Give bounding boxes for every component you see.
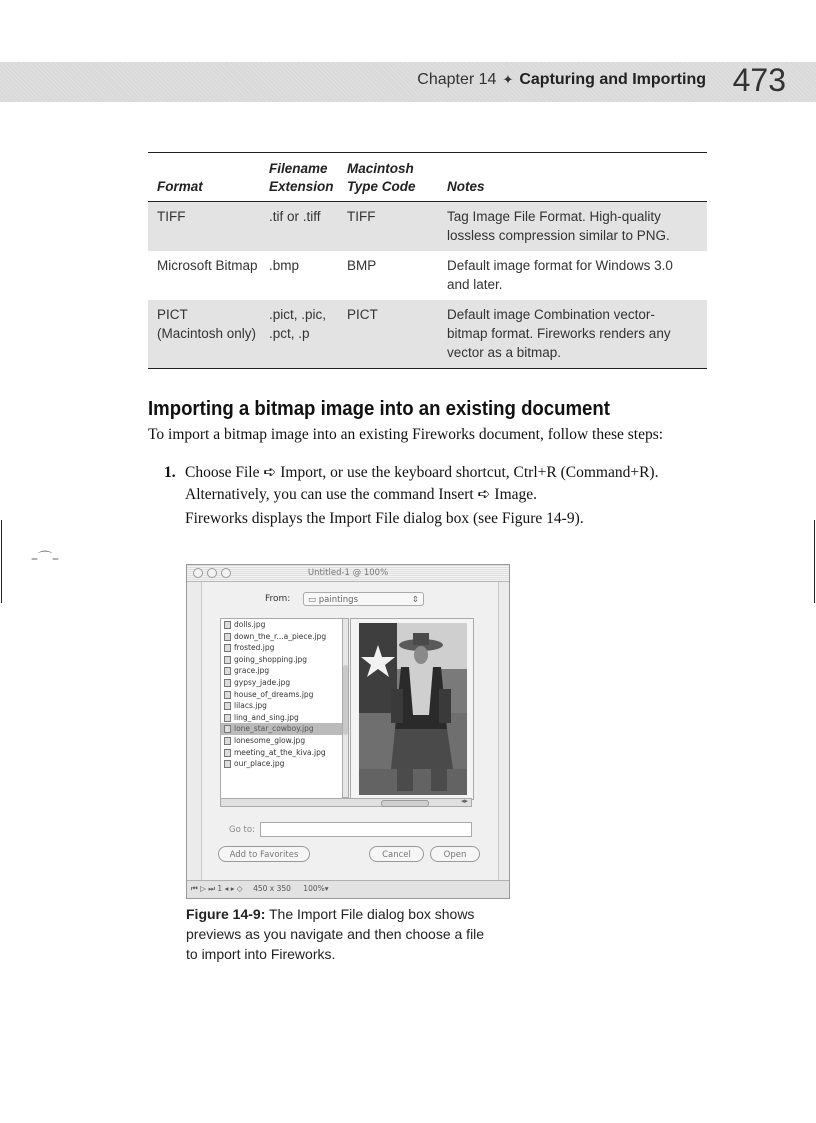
image-file-icon [224, 691, 231, 699]
header-notes: Notes [447, 179, 485, 194]
file-list-item[interactable] [221, 665, 343, 677]
image-file-icon [224, 679, 231, 687]
cell-format: PICT [157, 307, 188, 322]
from-folder-select[interactable] [303, 592, 424, 606]
file-name: house_of_dreams.jpg [234, 689, 314, 699]
file-list-item[interactable] [221, 619, 343, 631]
image-file-icon [224, 621, 231, 629]
cell-format: Microsoft Bitmap [157, 258, 258, 273]
header-format: Format [157, 179, 203, 194]
file-list-item[interactable] [221, 712, 343, 724]
header-type-code: Macintosh Type Code [347, 161, 416, 194]
goto-input[interactable] [260, 822, 472, 837]
cell-notes: Default image format for Windows 3.0 [447, 258, 673, 273]
cell-extension: .tif or .tiff [269, 209, 321, 224]
cell-format: (Macintosh only) [157, 326, 257, 341]
figure-label: Figure 14-9: [186, 906, 266, 922]
frame-arrows-icon[interactable]: ◂ ▸ ◇ [224, 884, 243, 893]
section-heading: Importing a bitmap image into an existing document [148, 398, 610, 420]
caption-text: The Import File dialog box shows [265, 906, 475, 922]
file-list-item[interactable] [221, 758, 343, 770]
intro-paragraph: To import a bitmap image into an existing Fireworks document, follow these steps: [148, 426, 664, 443]
file-name: our_place.jpg [234, 759, 285, 769]
image-file-icon [224, 656, 231, 664]
import-dialog-sheet [201, 582, 499, 881]
scroll-arrows-icon[interactable]: ◂▸ [460, 797, 468, 805]
import-file-window [186, 564, 510, 899]
file-name: gypsy_jade.jpg [234, 677, 291, 687]
file-name: ling_and_sing.jpg [234, 712, 299, 722]
step-note: Fireworks displays the Import File dialog box (see Figure 14-9). [185, 510, 584, 527]
crop-mark-icon: –⌒– [31, 551, 59, 567]
image-file-icon [224, 749, 231, 757]
caption-text: to import into Fireworks. [186, 946, 336, 962]
preview-horizontal-scrollbar[interactable] [220, 798, 472, 807]
cell-notes: Tag Image File Format. High-quality [447, 209, 661, 224]
image-file-icon [224, 667, 231, 675]
cell-notes: vector as a bitmap. [447, 345, 562, 360]
margin-rule-left [1, 520, 2, 603]
image-file-icon [224, 725, 231, 733]
cell-notes: and later. [447, 277, 503, 292]
file-name: dolls.jpg [234, 620, 266, 629]
image-file-icon [224, 760, 231, 768]
cancel-button[interactable]: Cancel [369, 846, 424, 862]
chapter-title: Capturing and Importing [519, 71, 706, 88]
separator-icon: ✦ [502, 72, 514, 87]
file-name: grace.jpg [234, 666, 270, 676]
file-list-scrollbar[interactable] [342, 618, 349, 798]
format-table [148, 152, 707, 369]
page-number: 473 [732, 62, 786, 98]
zoom-level[interactable]: 100% [303, 884, 325, 893]
scrollbar-thumb[interactable] [381, 800, 429, 807]
cell-notes: Default image Combination vector- [447, 307, 655, 322]
image-file-icon [224, 644, 231, 652]
step-text: Alternatively, you can use the command Insert ➪ Image. [185, 486, 538, 503]
cell-notes: bitmap format. Fireworks renders any [447, 326, 671, 341]
file-list-item[interactable] [221, 631, 343, 643]
cell-type-code: TIFF [347, 209, 376, 224]
add-to-favorites-button[interactable]: Add to Favorites [218, 846, 310, 862]
scrollbar-thumb[interactable] [343, 665, 348, 735]
file-list-item[interactable] [221, 677, 343, 689]
cell-extension: .pict, .pic, [269, 307, 327, 322]
file-name: frosted.jpg [234, 643, 275, 653]
from-label: From: [265, 594, 291, 604]
document-status-bar [187, 880, 509, 898]
file-name: lone_star_cowboy.jpg [234, 724, 314, 734]
image-file-icon [224, 714, 231, 722]
image-preview [350, 618, 474, 800]
cell-extension: .bmp [269, 258, 300, 273]
file-list-item[interactable] [221, 642, 343, 654]
caption-text: previews as you navigate and then choose a file [186, 926, 485, 942]
file-name: lilacs.jpg [234, 701, 267, 711]
cowboy-preview-image [351, 619, 473, 799]
file-name: meeting_at_the_kiva.jpg [234, 747, 326, 757]
file-list-item[interactable] [221, 654, 343, 666]
folder-icon: ▭ [308, 595, 319, 605]
goto-label: Go to: [229, 825, 255, 835]
table-row [148, 202, 707, 251]
document-dimensions: 450 x 350 [253, 884, 291, 893]
image-file-icon [224, 737, 231, 745]
table-row [148, 251, 707, 300]
image-file-icon [224, 702, 231, 710]
open-button[interactable]: Open [430, 846, 480, 862]
header-extension: Filename Extension [269, 161, 334, 194]
zoom-dropdown-icon[interactable]: ▾ [324, 884, 329, 893]
step-number: 1. [164, 464, 176, 481]
running-header [417, 71, 706, 89]
margin-rule-right [814, 520, 815, 603]
file-list-item[interactable] [221, 735, 343, 747]
file-name: down_the_r...a_piece.jpg [234, 631, 327, 641]
cell-type-code: BMP [347, 258, 377, 273]
chapter-label: Chapter 14 [417, 71, 497, 88]
file-name: going_shopping.jpg [234, 654, 308, 664]
table-header-row [148, 153, 707, 202]
file-name: lonesome_glow.jpg [234, 735, 306, 745]
cell-format: TIFF [157, 209, 186, 224]
figure-caption [186, 904, 496, 964]
file-list-item[interactable] [221, 723, 343, 735]
image-file-icon [224, 633, 231, 641]
file-list-item[interactable] [221, 700, 343, 712]
table-row [148, 300, 707, 368]
cell-extension: .pct, .p [269, 326, 310, 341]
file-list-item[interactable] [221, 689, 343, 701]
frame-controls-icon[interactable]: ⏮ ▷ ⏭ [191, 884, 218, 893]
from-folder-value: paintings [318, 595, 358, 605]
cell-type-code: PICT [347, 307, 378, 322]
cell-notes: lossless compression similar to PNG. [447, 228, 670, 243]
file-list-item[interactable] [221, 747, 343, 759]
file-list[interactable] [220, 618, 344, 800]
select-arrows-icon: ⇕ [411, 595, 419, 605]
window-titlebar [187, 565, 509, 582]
window-title: Untitled-1 @ 100% [307, 568, 389, 578]
frame-number: 1 [217, 884, 223, 893]
step-text: Choose File ➪ Import, or use the keyboard shortcut, Ctrl+R (Command+R). [185, 464, 659, 481]
